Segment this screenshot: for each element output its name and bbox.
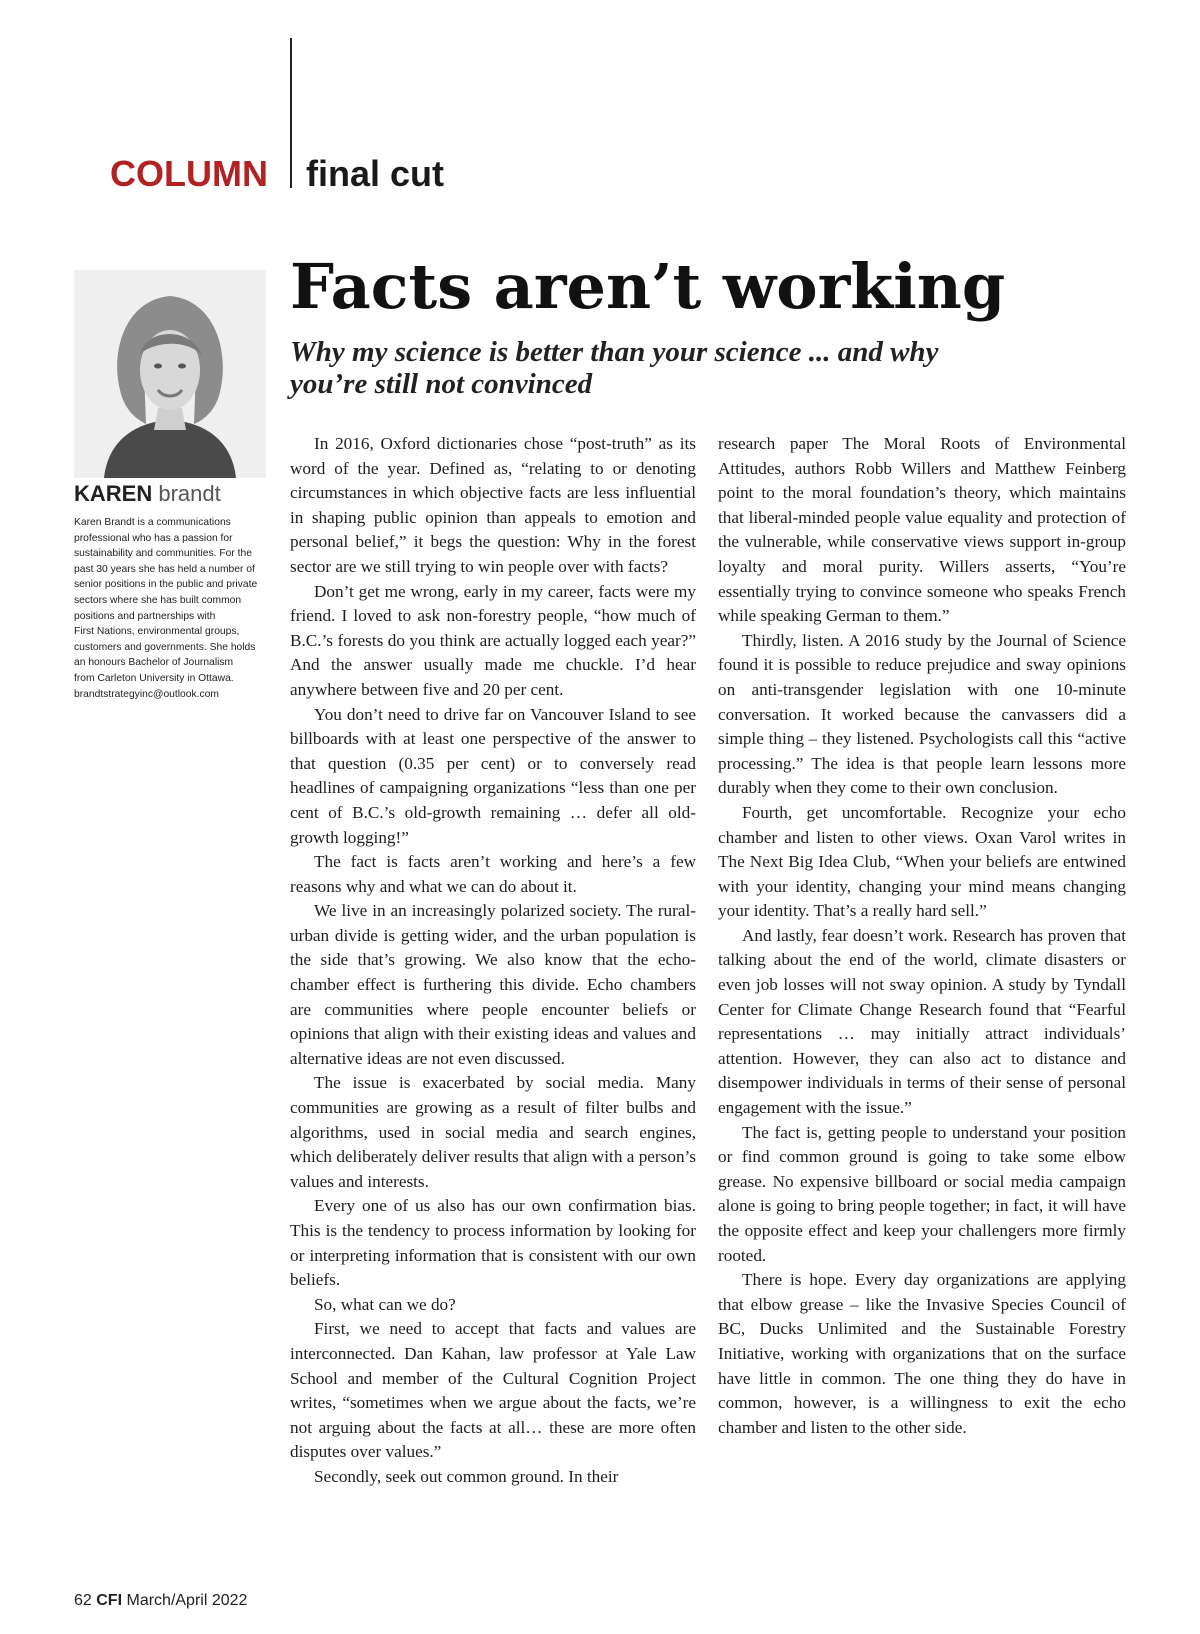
bio-line: professional who has a passion for xyxy=(74,532,233,544)
body-paragraph: Secondly, seek out common ground. In their xyxy=(314,1466,619,1486)
page-footer xyxy=(74,1592,247,1610)
magazine-name: CFI xyxy=(96,1592,123,1609)
issue-date: March/April 2022 xyxy=(126,1592,248,1609)
body-paragraph: Thirdly, listen. A 2016 study by the Journal of Science found it is possible to reduce prejudice and sway opinions on anti-transgender legislation with one 10-minute conversation. It worked because the canvassers did a simple thing – they listened. Psychologists call this “active processing.” The idea is that people learn lessons more durably when they come to their own conclusion. xyxy=(718,630,1126,798)
author-photo xyxy=(74,270,266,478)
author-first-name: KAREN xyxy=(74,481,153,506)
section-label: final cut xyxy=(306,153,445,194)
article-column-1 xyxy=(290,432,696,1490)
page-number: 62 xyxy=(74,1592,92,1609)
body-paragraph: And lastly, fear doesn’t work. Research has proven that talking about the end of the world, climate disasters or even job losses will not sway opinion. A study by Tyndall Center for Climate Change Research found that “Fearful representations … may initially attract individuals’ attention. However, they can also act to distance and disempower individuals in terms of their sense of personal engagement with the issue.” xyxy=(718,925,1126,1118)
bio-line: First Nations, environmental groups, xyxy=(74,626,240,638)
body-paragraph: research paper The Moral Roots of Environmental Attitudes, authors Robb Willers and Matthew Feinberg point to the moral foundation’s theory, which maintains that liberal-minded people value equality and protection of the vulnerable, while conservative views support in-group loyalty and moral purity. Willers asserts, “You’re essentially trying to convince someone who speaks French while speaking German to them.” xyxy=(718,434,1126,626)
bio-line: past 30 years she has held a number of xyxy=(74,563,255,575)
bio-line: senior positions in the public and private xyxy=(74,579,258,591)
bio-line: sectors where she has built common xyxy=(74,594,242,606)
author-name xyxy=(74,481,221,507)
body-paragraph: There is hope. Every day organizations are applying that elbow grease – like the Invasive Species Council of BC, Ducks Unlimited and the Sustainable Forestry Initiative, working with organizations that on the surface have little in common. The one thing they do have in common, however, is a willingness to exit the echo chamber and listen to the other side. xyxy=(718,1270,1126,1437)
author-email: brandtstrategyinc@outlook.com xyxy=(74,688,219,700)
author-bio xyxy=(74,515,262,702)
bio-line: positions and partnerships with xyxy=(74,610,216,622)
author-portrait-image xyxy=(74,270,266,478)
body-paragraph: The fact is facts aren’t working and here’s a few reasons why and what we can do about it. xyxy=(290,852,696,896)
body-paragraph: So, what can we do? xyxy=(314,1294,456,1314)
column-label: COLUMN xyxy=(110,153,268,194)
body-paragraph: Fourth, get uncomfortable. Recognize your echo chamber and listen to other views. Oxan Varol writes in The Next Big Idea Club, “When your beliefs are entwined with your identity, changing your mind means changing your identity. That’s a really hard sell.” xyxy=(718,802,1126,921)
header-divider-rule xyxy=(290,38,292,188)
body-paragraph: Don’t get me wrong, early in my career, facts were my friend. I loved to ask non-forestry people, “how much of B.C.’s forests do you think are actually logged each year?” And the answer usually made me chuckle. I’d hear anywhere between five and 20 per cent. xyxy=(290,581,696,699)
body-paragraph: In 2016, Oxford dictionaries chose “post-truth” as its word of the year. Defined as, “relating to or denoting circumstances in which objective facts are less influential in shaping public opinion than appeals to emotion and personal belief,” it begs the question: Why in the forest sector are we still trying to win people over with facts? xyxy=(290,434,696,576)
bio-line: an honours Bachelor of Journalism xyxy=(74,657,234,669)
article-subhead: Why my science is better than your science ... and why you’re still not convinced xyxy=(290,336,939,400)
body-paragraph: We live in an increasingly polarized society. The rural-urban divide is getting wider, and the urban population is the side that’s growing. We also know that the echo-chamber effect is furthering this divide. Echo chambers are communities where people encounter beliefs or opinions that align with their existing ideas and values and alternative ideas are not even discussed. xyxy=(290,901,696,1068)
article-column-2 xyxy=(718,432,1126,1440)
body-paragraph: Every one of us also has our own confirmation bias. This is the tendency to process information by looking for or interpreting information that is consistent with our own beliefs. xyxy=(290,1196,696,1290)
author-last-name: brandt xyxy=(158,481,221,506)
bio-line: Karen Brandt is a communications xyxy=(74,517,231,528)
article-headline: Facts aren’t working xyxy=(290,250,1006,323)
body-paragraph: You don’t need to drive far on Vancouver Island to see billboards with at least one perspective of the answer to that question (0.35 per cent) or to conversely read headlines of campaigning organizations “less than one per cent of B.C.’s old-growth remaining … defer all old-growth logging!” xyxy=(290,704,696,847)
body-paragraph: The fact is, getting people to understand your position or find common ground is going to take some elbow grease. No expensive billboard or social media campaign alone is going to bring people together; in fact, it will have the opposite effect and keep your challengers more firmly rooted. xyxy=(718,1122,1126,1265)
body-paragraph: The issue is exacerbated by social media. Many communities are growing as a result of filter bulbs and algorithms, used in social media and search engines, which deliberately deliver results that align with a person’s values and interests. xyxy=(290,1073,696,1191)
body-paragraph: First, we need to accept that facts and values are interconnected. Dan Kahan, law professor at Yale Law School and member of the Cultural Cognition Project writes, “sometimes when we argue about the facts, we’re not arguing about the facts at all… these are more often disputes over values.” xyxy=(290,1319,696,1462)
bio-line: from Carleton University in Ottawa. xyxy=(74,672,234,684)
bio-line: customers and governments. She holds xyxy=(74,641,256,653)
bio-line: sustainability and communities. For the xyxy=(74,548,252,560)
